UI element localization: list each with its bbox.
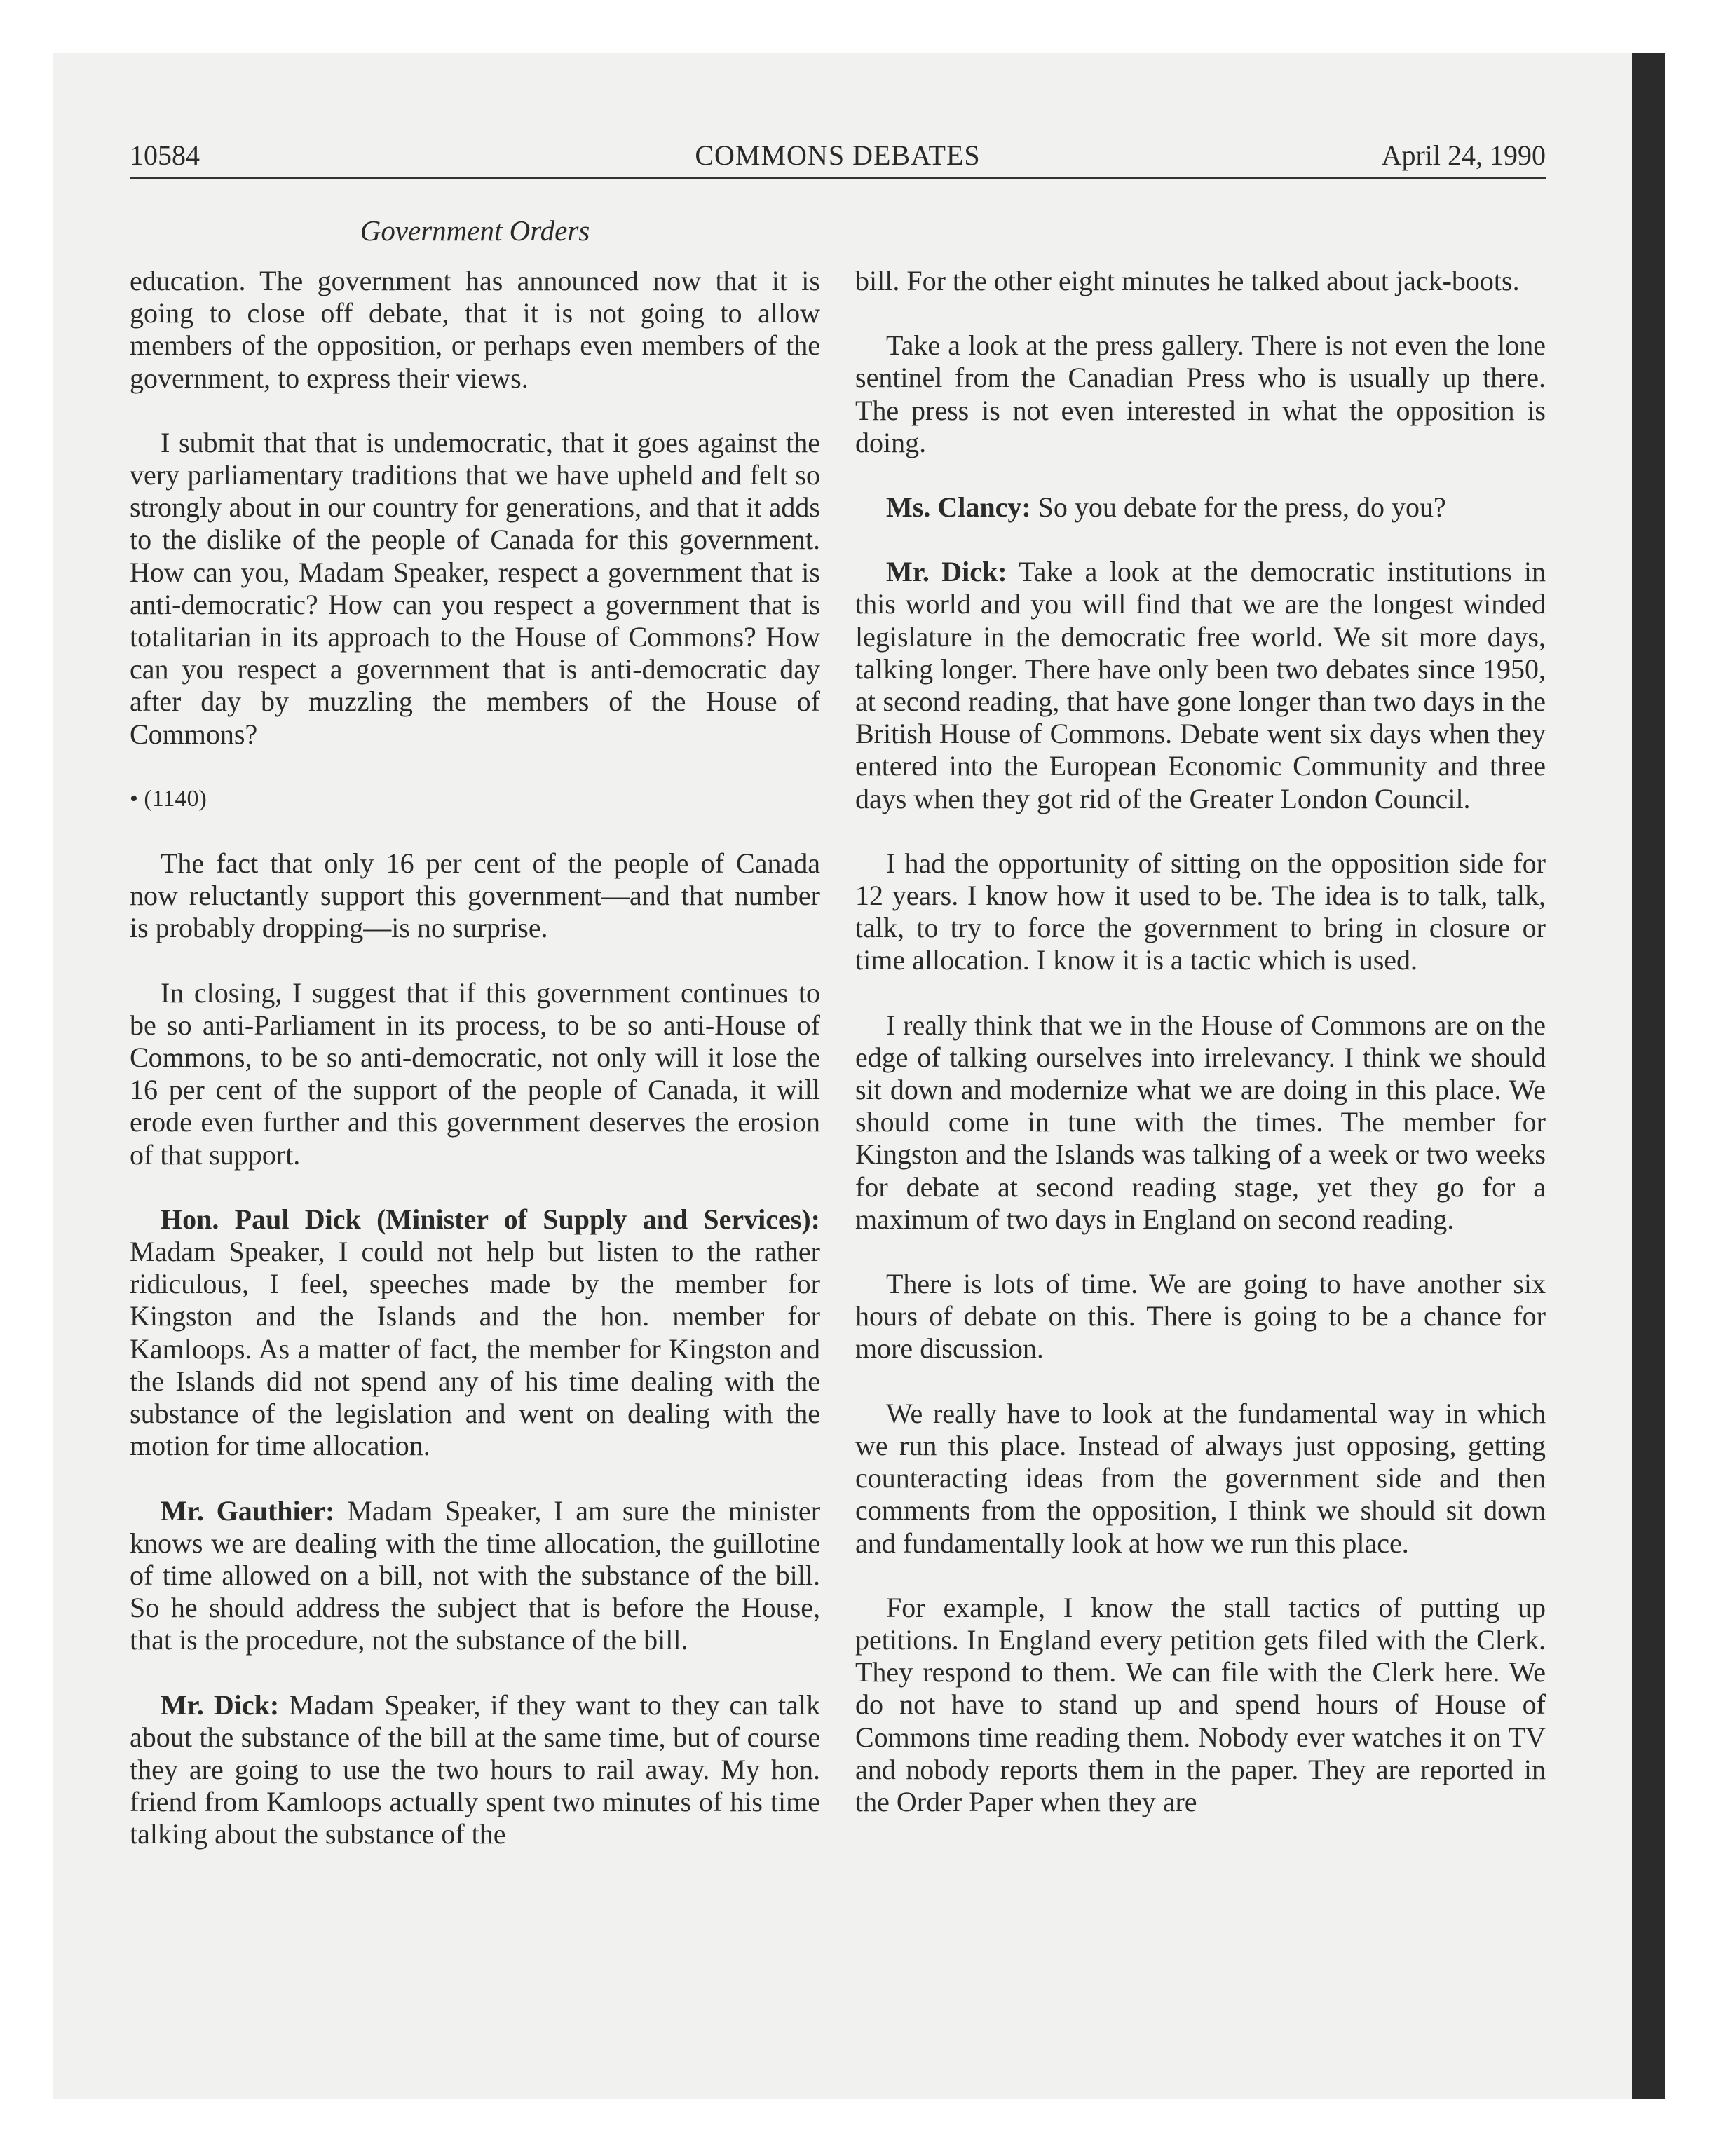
paragraph: There is lots of time. We are going to have another six hours of debate on this. There is going to be a chance for more discussion. [855, 1268, 1546, 1365]
scan-edge-bar [1632, 53, 1665, 2099]
speech-text: So you debate for the press, do you? [1037, 491, 1446, 524]
page-header [130, 139, 1546, 175]
speech-text: Madam Speaker, I could not help but listen to the rather ridiculous, I feel, speeches made by the member for Kingston and the Islands and the hon. member for Kamloops. As a matter of fact, the member for Kingston and the Islands did not spend any of his time dealing with the substance of the legislation and went on dealing with the motion for time allocation. [130, 1236, 820, 1462]
paragraph: Take a look at the press gallery. There is not even the lone sentinel from the Canadian Press who is usually up there. The press is not even interested in what the opposition is doing. [855, 329, 1546, 458]
speaker-name: Hon. Paul Dick (Minister of Supply and Services): [161, 1203, 820, 1235]
publication-date: April 24, 1990 [1381, 139, 1546, 171]
paragraph: The fact that only 16 per cent of the people of Canada now reluctantly support this government—and that number is probably dropping—is no surprise. [130, 847, 820, 944]
paragraph: I submit that that is undemocratic, that it goes against the very parliamentary traditions that we have upheld and felt so strongly about in our country for generations, and that it adds to the dislike of the people of Canada for this government. How can you, Madam Speaker, respect a government that is anti-democratic? How can you respect a government that is totalitarian in its approach to the House of Commons? How can you respect a government that is anti-democratic day after day by muzzling the members of the House of Commons? [130, 426, 820, 750]
speaker-name: Mr. Dick: [161, 1688, 280, 1721]
right-column [855, 265, 1546, 1818]
speaker-name: Mr. Dick: [886, 556, 1007, 588]
section-title: Government Orders [360, 214, 590, 247]
header-rule [130, 177, 1546, 179]
left-column [130, 265, 820, 1851]
speech-paragraph [130, 1689, 820, 1851]
speech-text: Madam Speaker, I am sure the minister knows we are dealing with the time allocation, the guillotine of time allowed on a bill, not with the substance of the bill. So he should address the subject that is before the House, that is the procedure, not the substance of the bill. [130, 1494, 821, 1656]
paragraph: education. The government has announced now that it is going to close off debate, that it is not going to allow members of the opposition, or perhaps even members of the government, to express their views. [130, 265, 820, 394]
page-number: 10584 [130, 139, 200, 171]
speech-text: Madam Speaker, if they want to they can talk about the substance of the bill at the same time, but of course they are going to use the two hours to rail away. My hon. friend from Kamloops actually spent two minutes of his time talking about the substance of the [130, 1688, 821, 1850]
paragraph: In closing, I suggest that if this government continues to be so anti-Parliament in its process, to be so anti-House of Commons, to be so anti-democratic, not only will it lose the 16 per cent of the support of the people of Canada, it will erode even further and this government deserves the erosion of that support. [130, 976, 820, 1171]
speech-text: Take a look at the democratic institutions in this world and you will find that we are the longest winded legislature in the democratic free world. We sit more days, talking longer. There have only been two debates since 1950, at second reading, that have gone longer than two days in the British House of Commons. Debate went six days when they entered into the European Economic Community and three days when they got rid of the Greater London Council. [855, 556, 1546, 814]
speaker-name: Ms. Clancy: [886, 491, 1031, 524]
speech-paragraph [130, 1495, 820, 1657]
paragraph: We really have to look at the fundamental way in which we run this place. Instead of always just opposing, getting counteracting ideas from the government side and then comments from the opposition, I think we should sit down and fundamentally look at how we run this place. [855, 1397, 1546, 1559]
speech-paragraph [855, 491, 1546, 524]
paragraph: I had the opportunity of sitting on the opposition side for 12 years. I know how it used to be. The idea is to talk, talk, talk, to try to force the government to bring in closure or time allocation. I know it is a tactic which is used. [855, 847, 1546, 976]
publication-title: COMMONS DEBATES [695, 139, 981, 171]
paragraph: bill. For the other eight minutes he talked about jack-boots. [855, 265, 1520, 296]
speech-paragraph [855, 556, 1546, 815]
speaker-name: Mr. Gauthier: [161, 1494, 335, 1527]
speech-paragraph [130, 1203, 820, 1463]
paragraph: For example, I know the stall tactics of putting up petitions. In England every petition gets filed with the Clerk. They respond to them. We can file with the Clerk here. We do not have to stand up and spend hours of House of Commons time reading them. Nobody ever watches it on TV and nobody reports them in the paper. They are reported in the Order Paper when they are [855, 1591, 1546, 1817]
paragraph: I really think that we in the House of Commons are on the edge of talking ourselves into irrelevancy. I think we should sit down and modernize what we are doing in this place. We should come in tune with the times. The member for Kingston and the Islands was talking of a week or two weeks for debate at second reading stage, yet they go for a maximum of two days in England on second reading. [855, 1009, 1546, 1235]
time-marker: • (1140) [130, 785, 207, 812]
